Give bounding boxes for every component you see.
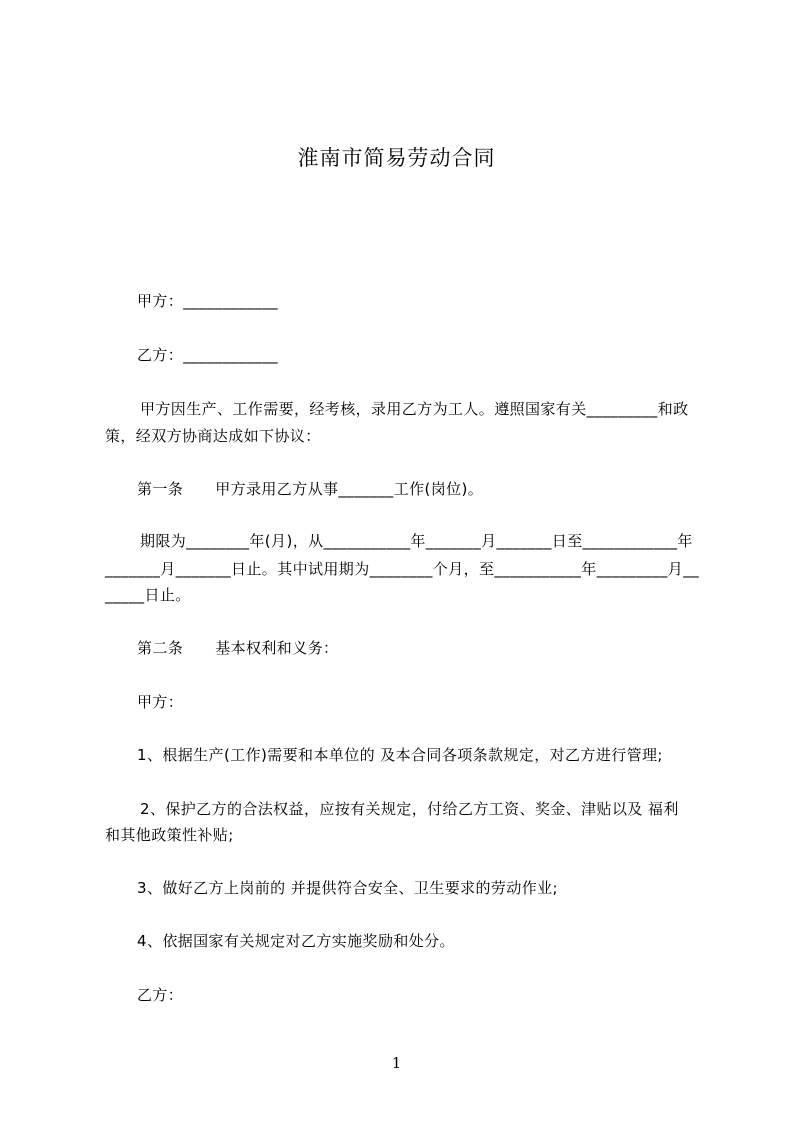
article-1-text: 甲方录用乙方从事_______工作(岗位)。 xyxy=(215,480,484,498)
item-2-line-2: 和其他政策性补贴; xyxy=(105,826,234,844)
item-4: 4、依据国家有关规定对乙方实施奖励和处分。 xyxy=(137,932,455,950)
term-line-3: _____日止。 xyxy=(105,586,191,604)
item-2-line-1: 2、保护乙方的合法权益，应按有关规定，付给乙方工资、奖金、津贴以及 福利 xyxy=(140,800,679,818)
term-line-1: 期限为________年(月)，从___________年_______月_______日至____________年 xyxy=(140,532,693,550)
party-b-line: 乙方：____________ xyxy=(137,346,279,364)
article-2 xyxy=(137,633,705,663)
page-number: 1 xyxy=(391,1054,402,1072)
party-b-heading: 乙方： xyxy=(137,986,184,1004)
document-title: 淮南市简易劳动合同 xyxy=(297,146,496,170)
article-1 xyxy=(137,474,705,504)
party-a-line: 甲方：____________ xyxy=(137,292,279,310)
term-line-2: _______月_______日止。其中试用期为________个月，至___________年_________月__ xyxy=(105,560,700,578)
intro-line-1: 甲方因生产、工作需要，经考核，录用乙方为工人。遵照国家有关_________和政 xyxy=(140,400,689,418)
intro-line-2: 策，经双方协商达成如下协议： xyxy=(105,427,321,445)
party-a-heading: 甲方： xyxy=(137,693,184,711)
article-1-label: 第一条 xyxy=(137,480,184,498)
article-2-label: 第二条 xyxy=(137,639,184,657)
item-3: 3、做好乙方上岗前的 并提供符合安全、卫生要求的劳动作业; xyxy=(137,879,558,897)
article-2-text: 基本权利和义务： xyxy=(215,639,339,657)
item-1: 1、根据生产(工作)需要和本单位的 及本合同各项条款规定，对乙方进行管理; xyxy=(137,746,663,764)
